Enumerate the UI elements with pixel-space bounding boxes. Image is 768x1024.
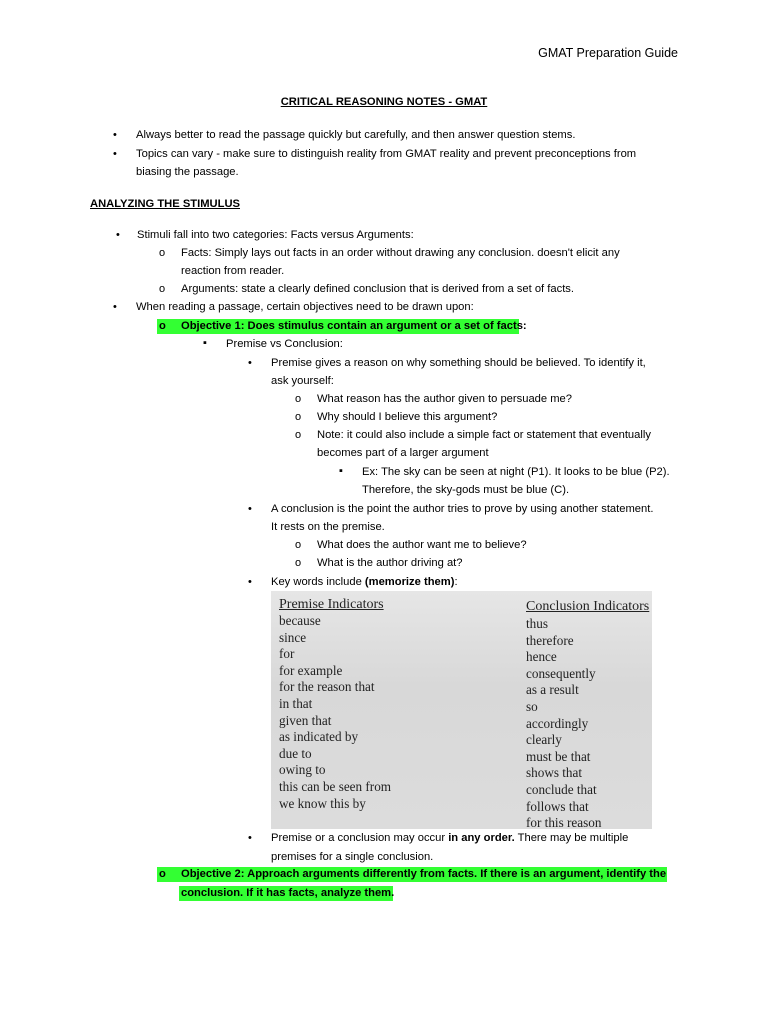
premise-indicator: due to: [279, 745, 312, 761]
example-line-1: Ex: The sky can be seen at night (P1). It looks to be blue (P2).: [362, 466, 670, 478]
conclusion-indicator: consequently: [526, 665, 596, 681]
circle-glyph: o: [159, 283, 166, 295]
conclusion-question-1: What does the author want me to believe?: [317, 539, 527, 551]
premise-question-2: Why should I believe this argument?: [317, 411, 498, 423]
keywords-line: [271, 575, 458, 590]
premise-definition-2: ask yourself:: [271, 375, 334, 387]
intro-line-2: Topics can vary - make sure to distinguish reality from GMAT reality and prevent preconceptions from: [136, 148, 637, 160]
stimuli-categories: Stimuli fall into two categories: Facts versus Arguments:: [137, 229, 414, 241]
bullet-glyph: •: [113, 301, 117, 313]
order-suffix: There may be multiple: [514, 832, 629, 844]
section-heading: ANALYZING THE STIMULUS: [90, 198, 240, 210]
conclusion-indicator: clearly: [526, 732, 562, 748]
order-prefix: Premise or a conclusion may occur: [271, 832, 449, 844]
circle-glyph: o: [295, 393, 302, 405]
indicators-scan-image: [271, 591, 652, 829]
premise-indicator: as indicated by: [279, 729, 359, 745]
premise-indicator: for the reason that: [279, 679, 375, 695]
objective-2-text-1: Objective 2: Approach arguments differently from facts. If there is an argument, identify the: [181, 868, 667, 880]
objectives-intro: When reading a passage, certain objectives need to be drawn upon:: [136, 301, 474, 313]
running-header: GMAT Preparation Guide: [538, 46, 678, 60]
conclusion-indicator: accordingly: [526, 715, 589, 731]
circle-glyph: o: [295, 557, 302, 569]
conclusion-indicator: conclude that: [526, 781, 597, 797]
keywords-emphasis: (memorize them): [364, 576, 455, 588]
conclusion-indicators-list: [526, 616, 601, 832]
bullet-glyph: •: [113, 148, 117, 160]
order-line-1: [271, 831, 628, 846]
intro-line-3: biasing the passage.: [136, 166, 239, 178]
square-glyph: ▪: [203, 337, 207, 349]
conclusion-indicator: thus: [526, 616, 548, 631]
objective-1-highlight: [157, 319, 527, 334]
premise-indicator: for: [279, 646, 295, 662]
bullet-glyph: •: [113, 129, 117, 141]
bullet-glyph: •: [248, 503, 252, 515]
premise-indicator: in that: [279, 695, 313, 711]
premise-indicator: since: [279, 629, 307, 645]
circle-glyph: o: [159, 868, 166, 880]
premise-note-1: Note: it could also include a simple fact or statement that eventually: [317, 429, 651, 441]
arguments-definition: Arguments: state a clearly defined conclusion that is derived from a set of facts.: [181, 283, 574, 295]
facts-definition-1: Facts: Simply lays out facts in an order without drawing any conclusion. doesn't elicit any: [181, 247, 620, 259]
premise-indicator: this can be seen from: [279, 778, 392, 794]
conclusion-indicator: follows that: [526, 798, 589, 814]
bullet-glyph: •: [116, 229, 120, 241]
premise-indicator: because: [279, 613, 321, 628]
circle-glyph: o: [159, 320, 166, 332]
objective-2-text-2: conclusion. If it has facts, analyze them.: [181, 887, 395, 899]
circle-glyph: o: [295, 429, 302, 441]
circle-glyph: o: [295, 411, 302, 423]
conclusion-indicator: shows that: [526, 765, 583, 781]
premise-indicators-list: [279, 613, 391, 812]
intro-line-1: Always better to read the passage quickly but carefully, and then answer question stems.: [136, 129, 576, 141]
conclusion-indicators-heading: Conclusion Indicators: [526, 599, 650, 614]
conclusion-definition-2: It rests on the premise.: [271, 521, 385, 533]
conclusion-indicator: must be that: [526, 748, 591, 764]
objective-2-highlight-line-1: [157, 867, 667, 882]
facts-definition-2: reaction from reader.: [181, 265, 285, 277]
premise-definition-1: Premise gives a reason on why something should be believed. To identify it,: [271, 357, 646, 369]
circle-glyph: o: [295, 539, 302, 551]
conclusion-question-2: What is the author driving at?: [317, 557, 463, 569]
document-title: CRITICAL REASONING NOTES - GMAT: [280, 96, 488, 108]
premise-indicators-heading: Premise Indicators: [279, 597, 384, 612]
premise-indicator: owing to: [279, 762, 326, 778]
premise-indicator: for example: [279, 662, 343, 678]
bullet-glyph: •: [248, 576, 252, 588]
premise-vs-conclusion: Premise vs Conclusion:: [226, 338, 343, 350]
objective-1-text: Objective 1: Does stimulus contain an argument or a set of facts:: [181, 320, 527, 332]
bullet-glyph: •: [248, 832, 252, 844]
premise-indicator: given that: [279, 712, 332, 728]
conclusion-indicator: for this reason: [526, 815, 602, 831]
square-glyph: ▪: [339, 465, 343, 477]
circle-glyph: o: [159, 247, 166, 259]
conclusion-indicator: therefore: [526, 632, 574, 648]
keywords-prefix: Key words include: [271, 576, 365, 588]
conclusion-indicator: as a result: [526, 682, 579, 698]
conclusion-indicator: hence: [526, 649, 557, 665]
premise-note-2: becomes part of a larger argument: [317, 447, 489, 459]
bullet-glyph: •: [248, 357, 252, 369]
premise-question-1: What reason has the author given to persuade me?: [317, 393, 572, 405]
order-line-2: premises for a single conclusion.: [271, 851, 434, 863]
conclusion-indicator: so: [526, 698, 538, 714]
keywords-suffix: :: [454, 576, 458, 588]
premise-indicator: we know this by: [279, 795, 366, 811]
conclusion-definition-1: A conclusion is the point the author tries to prove by using another statement.: [271, 503, 654, 515]
order-emphasis: in any order.: [448, 832, 515, 844]
example-line-2: Therefore, the sky-gods must be blue (C).: [362, 484, 570, 496]
